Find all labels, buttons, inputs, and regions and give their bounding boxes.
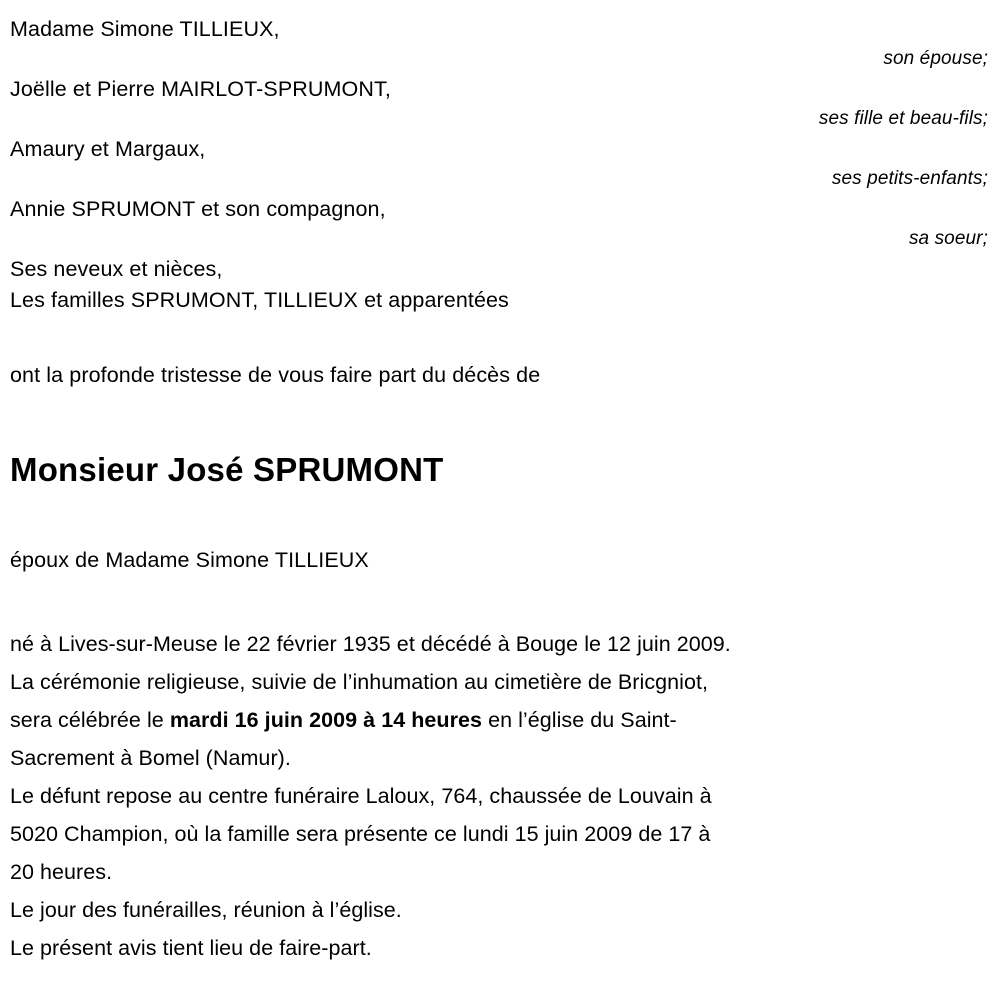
detail-line-funeral-home: Le défunt repose au centre funéraire Laloux, 764, chaussée de Louvain à (10, 784, 712, 809)
survivor-name: Annie SPRUMONT et son compagnon, (10, 197, 386, 221)
ceremony-datetime: mardi 16 juin 2009 à 14 heures (169, 708, 483, 733)
deceased-name: Monsieur José SPRUMONT (10, 451, 444, 489)
detail-line-notice-statement: Le présent avis tient lieu de faire-part. (10, 936, 372, 961)
extra-survivor-line-1: Les familles SPRUMONT, TILLIEUX et apparentées (10, 288, 509, 312)
spouse-of-line: époux de Madame Simone TILLIEUX (10, 548, 369, 573)
survivor-name: Madame Simone TILLIEUX, (10, 17, 280, 41)
ceremony-suffix: en l’église du Saint- (482, 708, 677, 733)
survivor-name: Joëlle et Pierre MAIRLOT-SPRUMONT, (10, 77, 391, 101)
survivors-section (10, 0, 990, 316)
detail-line-ceremony: La cérémonie religieuse, suivie de l’inhumation au cimetière de Bricgniot, (10, 670, 709, 695)
survivor-relation: sa soeur; (908, 228, 988, 249)
survivor-entry-2 (10, 134, 990, 194)
survivor-name: Amaury et Margaux, (10, 137, 206, 161)
detail-line-visitation: 5020 Champion, où la famille sera présente ce lundi 15 juin 2009 de 17 à (10, 822, 711, 847)
extra-survivor-line-0: Ses neveux et nièces, (10, 257, 223, 281)
detail-line-gathering: Le jour des funérailles, réunion à l’église. (10, 898, 402, 923)
funeral-details (10, 575, 990, 967)
detail-line-birth-death: né à Lives-sur-Meuse le 22 février 1935 et décédé à Bouge le 12 juin 2009. (10, 632, 731, 657)
survivor-relation: son épouse; (883, 48, 988, 69)
announcement-lead: ont la profonde tristesse de vous faire part du décès de (10, 363, 541, 387)
survivor-relation: ses petits-enfants; (831, 168, 988, 189)
survivor-entry-1 (10, 74, 990, 134)
detail-line-ceremony-time (10, 701, 990, 739)
survivor-relation: ses fille et beau-fils; (818, 108, 988, 129)
ceremony-prefix: sera célébrée le (10, 708, 170, 733)
detail-line-church: Sacrement à Bomel (Namur). (10, 746, 291, 771)
survivor-entry-3 (10, 194, 990, 254)
detail-line-visitation-end: 20 heures. (10, 860, 113, 885)
survivor-entry-0 (10, 14, 990, 74)
